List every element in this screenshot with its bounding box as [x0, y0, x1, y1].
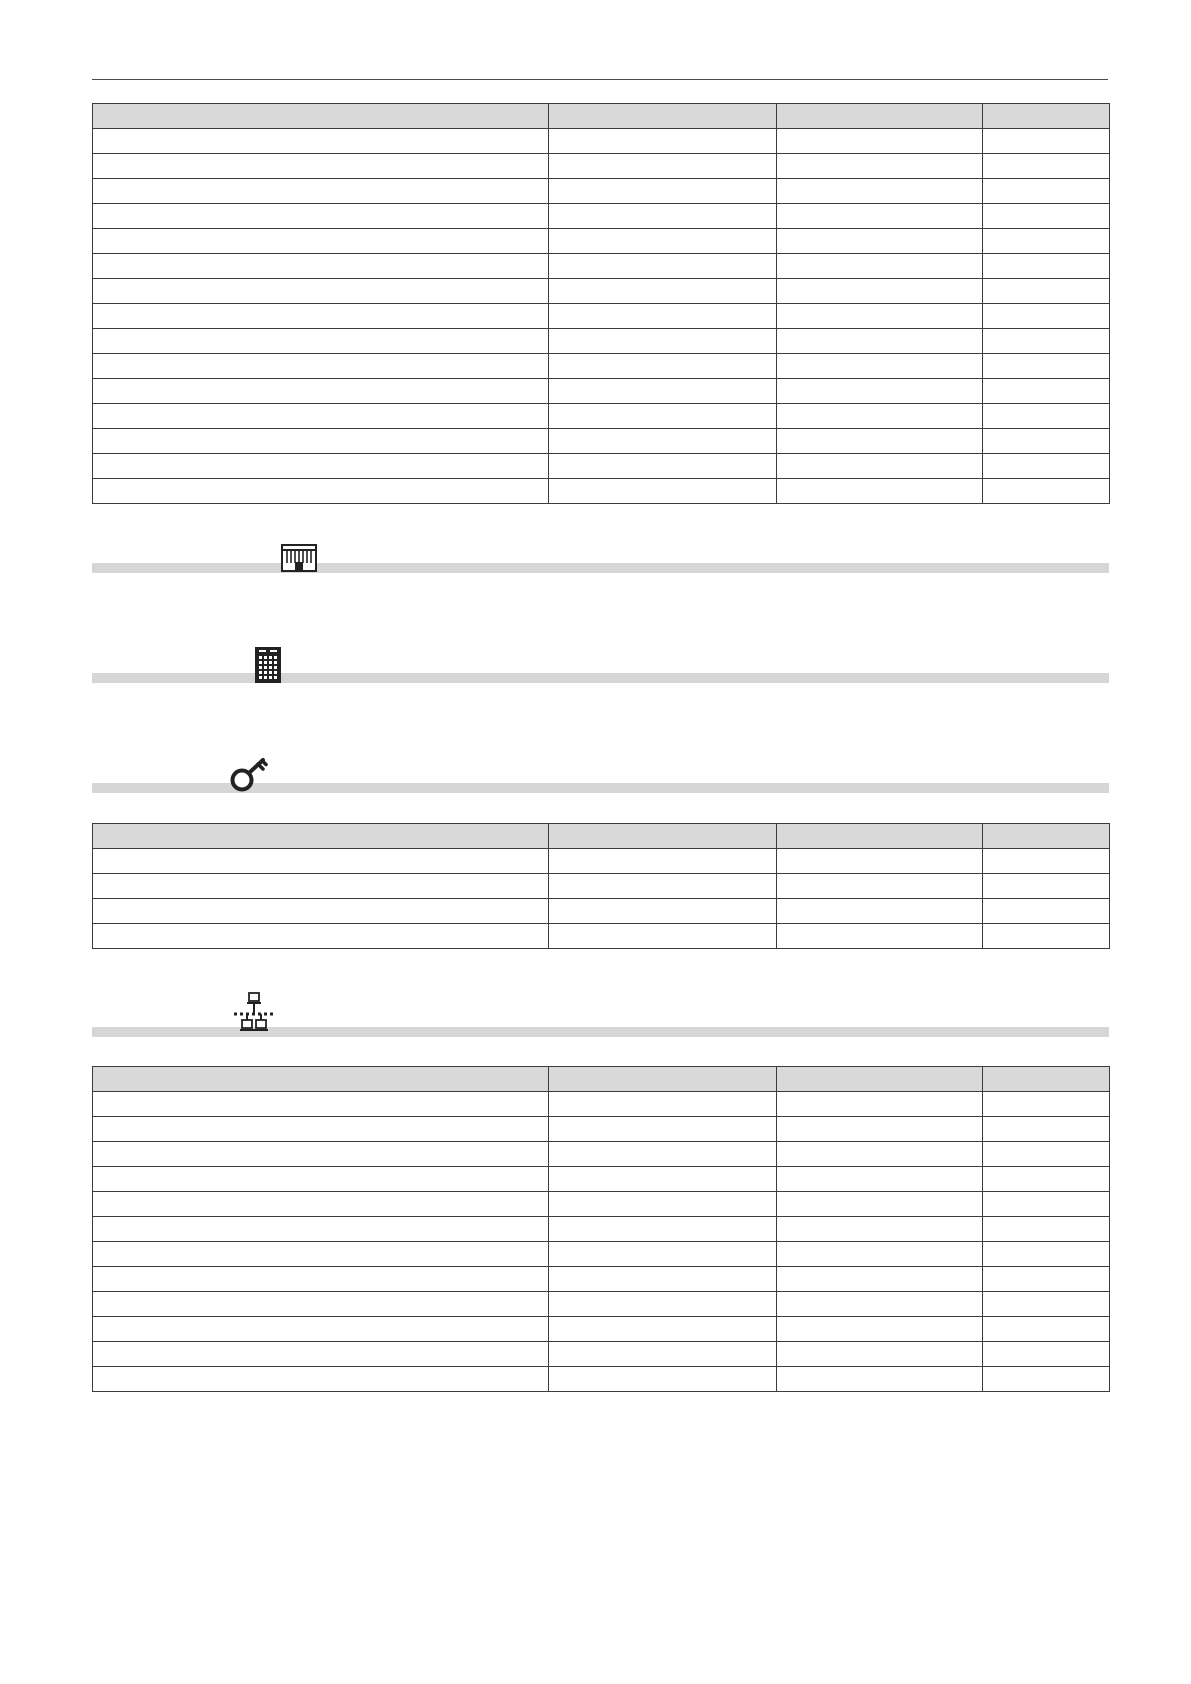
table-cell: [777, 1267, 983, 1292]
table-row: [93, 129, 1110, 154]
spec-table-1: [92, 103, 1110, 504]
table-row: [93, 1092, 1110, 1117]
table-cell: [777, 1092, 983, 1117]
table-cell: [93, 1167, 549, 1192]
table-cell: [93, 1342, 549, 1367]
table-cell: [777, 1217, 983, 1242]
table-cell: [777, 1367, 983, 1392]
table-cell: [549, 154, 777, 179]
table-cell: [983, 229, 1110, 254]
table-cell: [549, 1092, 777, 1117]
table-cell: [549, 924, 777, 949]
table-cell: [983, 849, 1110, 874]
header-cell: [549, 824, 777, 849]
table-cell: [983, 874, 1110, 899]
page-top-rule: [92, 79, 1108, 80]
table-cell: [549, 429, 777, 454]
table-row: [93, 379, 1110, 404]
table-cell: [983, 254, 1110, 279]
table-cell: [93, 229, 549, 254]
table-cell: [93, 329, 549, 354]
table-cell: [549, 1342, 777, 1367]
table-row: [93, 229, 1110, 254]
table-cell: [983, 154, 1110, 179]
table-cell: [777, 429, 983, 454]
table-row: [93, 1117, 1110, 1142]
table-row: [93, 1242, 1110, 1267]
table-cell: [549, 129, 777, 154]
table-cell: [983, 279, 1110, 304]
table-cell: [983, 1142, 1110, 1167]
table-cell: [93, 179, 549, 204]
table-row: [93, 254, 1110, 279]
table-cell: [549, 1217, 777, 1242]
table-cell: [549, 1192, 777, 1217]
header-cell: [777, 1067, 983, 1092]
table-cell: [983, 899, 1110, 924]
table-header-row: [93, 104, 1110, 129]
table-cell: [93, 849, 549, 874]
table-cell: [983, 1092, 1110, 1117]
table-cell: [983, 1292, 1110, 1317]
table-cell: [549, 379, 777, 404]
table-cell: [983, 179, 1110, 204]
table-cell: [93, 204, 549, 229]
table-cell: [983, 1267, 1110, 1292]
table-row: [93, 354, 1110, 379]
table-cell: [549, 1117, 777, 1142]
table-cell: [93, 379, 549, 404]
table-cell: [983, 1167, 1110, 1192]
table-cell: [777, 924, 983, 949]
table-cell: [549, 279, 777, 304]
table-cell: [549, 1367, 777, 1392]
table-cell: [93, 1217, 549, 1242]
shutter-icon: [281, 544, 317, 572]
table-row: [93, 1192, 1110, 1217]
table-cell: [983, 329, 1110, 354]
table-cell: [983, 454, 1110, 479]
header-cell: [983, 824, 1110, 849]
table-cell: [93, 1142, 549, 1167]
table-row: [93, 849, 1110, 874]
table-cell: [93, 404, 549, 429]
header-cell: [983, 1067, 1110, 1092]
header-cell: [549, 1067, 777, 1092]
table-row: [93, 329, 1110, 354]
table-cell: [93, 454, 549, 479]
table-cell: [93, 1367, 549, 1392]
table-header-row: [93, 824, 1110, 849]
table-row: [93, 479, 1110, 504]
table-row: [93, 1142, 1110, 1167]
header-cell: [777, 824, 983, 849]
table-cell: [777, 1317, 983, 1342]
table-cell: [777, 1242, 983, 1267]
table-cell: [549, 1267, 777, 1292]
table-cell: [549, 1317, 777, 1342]
network-icon: [232, 992, 278, 1036]
table-cell: [777, 1117, 983, 1142]
table-cell: [549, 874, 777, 899]
table-row: [93, 1342, 1110, 1367]
table-row: [93, 1367, 1110, 1392]
table-header-row: [93, 1067, 1110, 1092]
table-row: [93, 454, 1110, 479]
table-cell: [549, 404, 777, 429]
table-row: [93, 899, 1110, 924]
table-row: [93, 1292, 1110, 1317]
table-cell: [983, 1367, 1110, 1392]
table-cell: [777, 229, 983, 254]
table-cell: [983, 429, 1110, 454]
table-cell: [777, 1167, 983, 1192]
table-cell: [983, 924, 1110, 949]
table-row: [93, 1267, 1110, 1292]
table-cell: [983, 479, 1110, 504]
table-cell: [93, 354, 549, 379]
table-cell: [93, 1242, 549, 1267]
spec-table-3: [92, 1066, 1110, 1392]
table-cell: [93, 429, 549, 454]
table-cell: [983, 304, 1110, 329]
table-cell: [777, 354, 983, 379]
table-cell: [549, 179, 777, 204]
table-cell: [549, 204, 777, 229]
table-cell: [983, 1217, 1110, 1242]
table-row: [93, 404, 1110, 429]
table-cell: [549, 329, 777, 354]
table-cell: [549, 479, 777, 504]
table-cell: [983, 379, 1110, 404]
table-row: [93, 179, 1110, 204]
table-cell: [777, 899, 983, 924]
table-cell: [549, 899, 777, 924]
table-cell: [983, 1117, 1110, 1142]
table-cell: [549, 454, 777, 479]
table-cell: [93, 1092, 549, 1117]
table-cell: [549, 229, 777, 254]
table-cell: [93, 899, 549, 924]
table-cell: [777, 1342, 983, 1367]
header-cell: [549, 104, 777, 129]
table-cell: [777, 379, 983, 404]
table-cell: [983, 354, 1110, 379]
table-cell: [777, 204, 983, 229]
table-cell: [93, 254, 549, 279]
table-cell: [93, 279, 549, 304]
table-cell: [777, 454, 983, 479]
table-row: [93, 304, 1110, 329]
table-cell: [93, 874, 549, 899]
table-cell: [983, 1317, 1110, 1342]
table-cell: [777, 304, 983, 329]
key-icon: [229, 757, 271, 793]
header-cell: [93, 824, 549, 849]
section-divider-shutter: [92, 563, 1109, 573]
table-row: [93, 1167, 1110, 1192]
table-cell: [777, 129, 983, 154]
section-divider-calendar: [92, 673, 1109, 683]
table-cell: [93, 1267, 549, 1292]
header-cell: [983, 104, 1110, 129]
table-cell: [549, 1167, 777, 1192]
table-cell: [983, 204, 1110, 229]
table-cell: [777, 1192, 983, 1217]
table-cell: [93, 479, 549, 504]
table-cell: [983, 404, 1110, 429]
table-cell: [983, 1342, 1110, 1367]
table-row: [93, 154, 1110, 179]
table-cell: [549, 254, 777, 279]
table-cell: [777, 849, 983, 874]
table-cell: [93, 304, 549, 329]
header-cell: [93, 1067, 549, 1092]
spec-table-2: [92, 823, 1110, 949]
table-cell: [777, 874, 983, 899]
table-cell: [549, 1142, 777, 1167]
table-cell: [549, 1242, 777, 1267]
table-row: [93, 204, 1110, 229]
table-cell: [777, 1292, 983, 1317]
table-cell: [777, 279, 983, 304]
table-row: [93, 429, 1110, 454]
table-cell: [777, 329, 983, 354]
table-cell: [549, 304, 777, 329]
table-cell: [549, 849, 777, 874]
table-cell: [93, 129, 549, 154]
table-cell: [983, 1192, 1110, 1217]
table-cell: [93, 1192, 549, 1217]
table-cell: [777, 179, 983, 204]
table-cell: [983, 129, 1110, 154]
table-row: [93, 279, 1110, 304]
table-cell: [93, 1317, 549, 1342]
table-cell: [549, 1292, 777, 1317]
table-cell: [93, 924, 549, 949]
table-cell: [777, 479, 983, 504]
table-cell: [93, 1117, 549, 1142]
table-row: [93, 874, 1110, 899]
header-cell: [777, 104, 983, 129]
header-cell: [93, 104, 549, 129]
table-cell: [777, 404, 983, 429]
table-cell: [777, 254, 983, 279]
table-cell: [983, 1242, 1110, 1267]
table-cell: [93, 154, 549, 179]
table-cell: [549, 354, 777, 379]
table-cell: [93, 1292, 549, 1317]
table-row: [93, 924, 1110, 949]
table-row: [93, 1217, 1110, 1242]
table-cell: [777, 154, 983, 179]
calendar-icon: [255, 647, 281, 683]
table-cell: [777, 1142, 983, 1167]
table-row: [93, 1317, 1110, 1342]
